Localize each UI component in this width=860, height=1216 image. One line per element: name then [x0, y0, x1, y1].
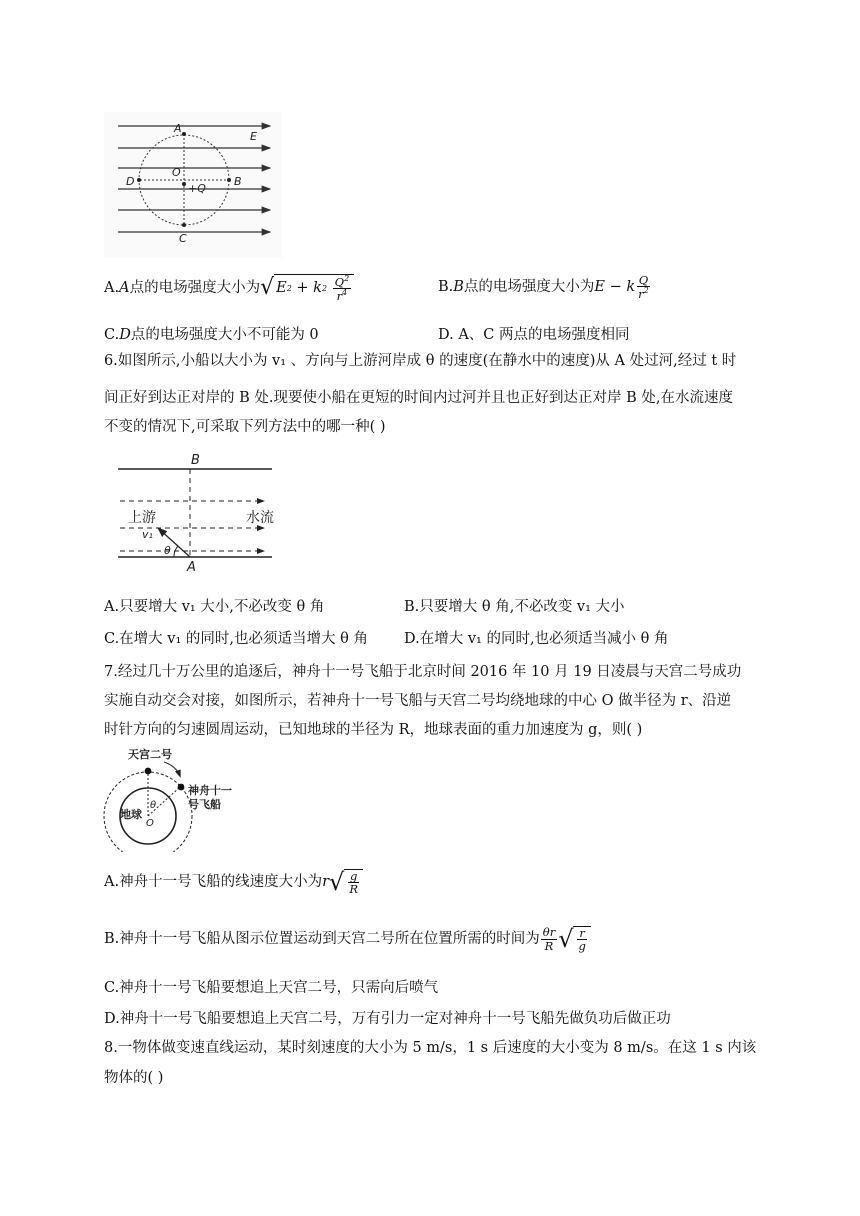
formula-theta-r-over-r-sqrt: $\frac{\theta r}{R}$ √ $\frac{r}{g}$	[540, 925, 591, 953]
formula-e-minus-kq: E − k $\frac{Q}{r^2}$	[594, 273, 649, 301]
q7-line-2: 实施自动交会对接，如图所示，若神舟十一号飞船与天宫二号均绕地球的中心 O 做半径为 r、沿逆	[104, 693, 732, 709]
q5-option-c: C.D点的电场强度大小不可能为 0	[104, 327, 319, 343]
formula-sqrt-e2-kq: √ E 2 + k 2 $\frac{Q^2}{r^4}$	[260, 274, 354, 302]
orbit-label-shenzhou-1: 神舟十一	[188, 784, 232, 797]
river-label-theta: θ	[164, 544, 171, 557]
electric-field-figure	[104, 112, 282, 258]
q6-line-2: 间正好到达正对岸的 B 处.现要使小船在更短的时间内过河并且也正好到达正对岸 B 处,在水流速度	[104, 390, 733, 406]
q8-line-1: 8.一物体做变速直线运动，某时刻速度的大小为 5 m/s，1 s 后速度的大小变为 8 m/s。在这 1 s 内该	[104, 1040, 757, 1056]
q5-option-b: B.B点的电场强度大小为E − k $\frac{Q}{r^2}$	[438, 274, 652, 300]
q5-option-d: D. A、C 两点的电场强度相同	[438, 327, 630, 343]
river-label-A: A	[187, 560, 196, 572]
q7-option-b: B.神舟十一号飞船从图示位置运动到天宫二号所在位置所需的时间为 $\frac{\theta r}{R}$ √ $\frac{r}{g}$	[104, 925, 591, 953]
river-label-upstream: 上游	[128, 510, 156, 526]
orbit-label-o: O	[146, 818, 154, 829]
label-O: O	[172, 166, 181, 179]
q6-option-d: D.在增大 v₁ 的同时,也必须适当减小 θ 角	[404, 631, 669, 647]
label-A: A	[174, 122, 182, 135]
orbit-label-earth: 地球	[120, 808, 142, 821]
river-label-flow: 水流	[246, 510, 274, 526]
label-Q: +Q	[188, 182, 206, 195]
q6-option-b: B.只要增大 θ 角,不必改变 v₁ 大小	[404, 599, 625, 615]
label-D: D	[126, 175, 135, 188]
q7-option-d: D.神舟十一号飞船要想追上天宫二号，万有引力一定对神舟十一号飞船先做负功后做正功	[104, 1011, 671, 1027]
label-E: E	[250, 130, 257, 143]
q7-line-1: 7.经过几十万公里的追逐后，神舟十一号飞船于北京时间 2016 年 10 月 19 日凌晨与天宫二号成功	[104, 664, 742, 680]
orbit-label-tiangong: 天宫二号	[128, 748, 172, 761]
q5-option-a: A.A点的电场强度大小为 √ E 2 + k 2 $\frac{Q^2}{r^4}$	[104, 274, 354, 302]
q6-option-a: A.只要增大 v₁ 大小,不必改变 θ 角	[104, 599, 325, 615]
orbit-figure	[100, 744, 270, 852]
formula-r-sqrt-g-over-r: r √ $\frac{g}{R}$	[322, 868, 363, 896]
q6-line-3: 不变的情况下,可采取下列方法中的哪一种( )	[104, 419, 386, 435]
q7-option-c: C.神舟十一号飞船要想追上天宫二号，只需向后喷气	[104, 980, 439, 996]
orbit-label-shenzhou-2: 号飞船	[188, 798, 221, 811]
q7-option-a: A.神舟十一号飞船的线速度大小为r √ $\frac{g}{R}$	[104, 868, 363, 896]
q7-line-3: 时针方向的匀速圆周运动，已知地球的半径为 R，地球表面的重力加速度为 g，则( )	[104, 722, 643, 738]
orbit-label-theta: θ	[150, 800, 157, 811]
q8-line-2: 物体的( )	[104, 1070, 164, 1086]
q6-option-c: C.在增大 v₁ 的同时,也必须适当增大 θ 角	[104, 631, 368, 647]
q6-line-1: 6.如图所示,小船以大小为 v₁ 、方向与上游河岸成 θ 的速度(在静水中的速度)从 A 处过河,经过 t 时	[104, 353, 737, 369]
river-crossing-figure	[114, 450, 276, 572]
river-label-B: B	[191, 453, 200, 468]
label-C: C	[179, 232, 187, 245]
river-label-v1: v₁	[142, 528, 153, 541]
label-B: B	[234, 175, 242, 188]
